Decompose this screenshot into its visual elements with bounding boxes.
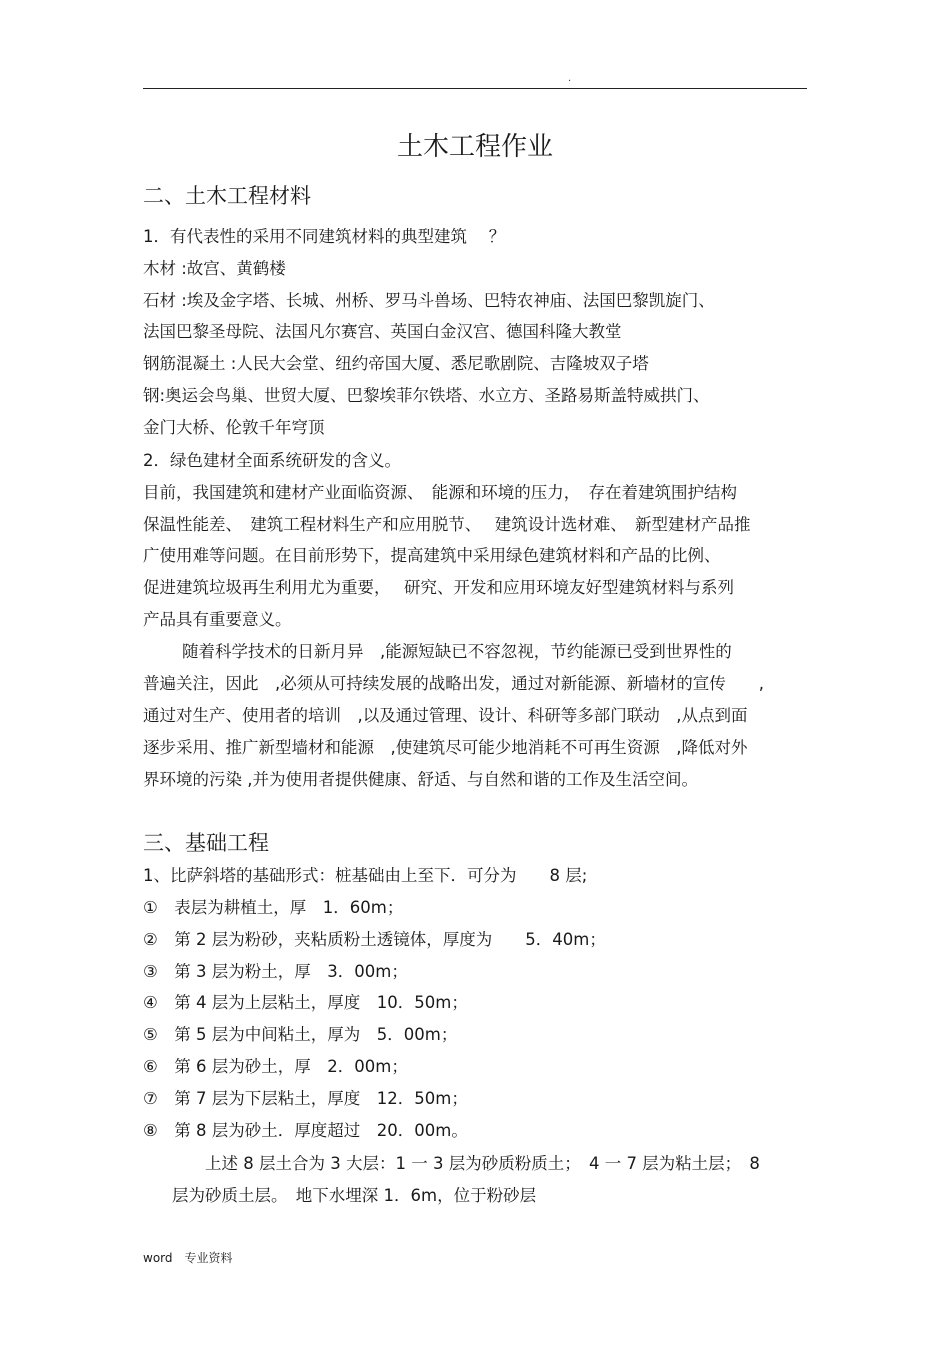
section-2-heading: 二、土木工程材料: [143, 184, 311, 208]
material-line: 木材 :故宫、黄鹤楼: [143, 259, 286, 278]
soil-layer-item: ② 第 2 层为粉砂，夹粘质粉土透镜体，厚度为 5．40m；: [143, 930, 606, 949]
paragraph-line: 逐步采用、推广新型墙材和能源 ,使建筑尽可能少地消耗不可再生资源 ,降低对外: [143, 738, 748, 757]
page-footer: word 专业资料: [143, 1251, 233, 1265]
soil-layer-item: ④ 第 4 层为上层粘土，厚度 10．50m；: [143, 993, 468, 1012]
summary-line: 上述 8 层土合为 3 大层：1 一 3 层为砂质粉质土； 4 一 7 层为粘土层； 8: [205, 1154, 760, 1173]
material-line: 石材 :埃及金字塔、长城、州桥、罗马斗兽场、巴特农神庙、法国巴黎凯旋门、: [143, 291, 715, 310]
paragraph-line: 保温性能差、 建筑工程材料生产和应用脱节、 建筑设计选材难、 新型建材产品推: [143, 515, 751, 534]
material-line: 金门大桥、伦敦千年穹顶: [143, 418, 325, 437]
soil-layer-item: ⑤ 第 5 层为中间粘土，厚为 5．00m；: [143, 1025, 458, 1044]
paragraph-line: 普遍关注，因此 ,必须从可持续发展的战略出发，通过对新能源、新墙材的宣传 ,: [143, 674, 764, 693]
section-3-heading: 三、基础工程: [143, 831, 269, 855]
material-line: 钢:奥运会鸟巢、世贸大厦、巴黎埃菲尔铁塔、水立方、圣路易斯盖特威拱门、: [143, 386, 710, 405]
section-2-question-1: 1．有代表性的采用不同建筑材料的典型建筑 ？: [143, 227, 506, 246]
paragraph-line: 促进建筑垃圾再生利用尤为重要， 研究、开发和应用环境友好型建筑材料与系列: [143, 578, 734, 597]
soil-layer-item: ① 表层为耕植土，厚 1．60m；: [143, 898, 404, 917]
header-rule: [143, 88, 807, 89]
section-2-question-2: 2．绿色建材全面系统研发的含义。: [143, 451, 401, 470]
paragraph-line: 广使用难等问题。在目前形势下，提高建筑中采用绿色建筑材料和产品的比例、: [143, 546, 721, 565]
section-3-question-1: 1、比萨斜塔的基础形式：桩基础由上至下．可分为 8 层;: [143, 866, 588, 885]
paragraph-line: 通过对生产、使用者的培训 ,以及通过管理、设计、科研等多部门联动 ,从点到面: [143, 706, 748, 725]
soil-layer-item: ⑥ 第 6 层为砂土，厚 2．00m；: [143, 1057, 408, 1076]
material-line: 法国巴黎圣母院、法国凡尔赛宫、英国白金汉宫、德国科隆大教堂: [143, 322, 622, 341]
paragraph-line: 产品具有重要意义。: [143, 610, 292, 629]
paragraph-line: 随着科学技术的日新月异 ,能源短缺已不容忽视，节约能源已受到世界性的: [182, 642, 732, 661]
header-mark: .: [568, 73, 572, 84]
paragraph-line: 界环境的污染 ,并为使用者提供健康、舒适、与自然和谐的工作及生活空间。: [143, 770, 698, 789]
paragraph-line: 目前，我国建筑和建材产业面临资源、 能源和环境的压力， 存在着建筑围护结构: [143, 483, 737, 502]
soil-layer-item: ⑦ 第 7 层为下层粘土，厚度 12．50m；: [143, 1089, 468, 1108]
summary-line: 层为砂质土层。 地下水埋深 1．6m，位于粉砂层: [172, 1186, 537, 1205]
document-title: 土木工程作业: [396, 132, 553, 162]
material-line: 钢筋混凝土 :人民大会堂、纽约帝国大厦、悉尼歌剧院、吉隆坡双子塔: [143, 354, 649, 373]
soil-layer-item: ③ 第 3 层为粉土，厚 3．00m；: [143, 962, 408, 981]
soil-layer-item: ⑧ 第 8 层为砂土．厚度超过 20．00m。: [143, 1121, 468, 1140]
